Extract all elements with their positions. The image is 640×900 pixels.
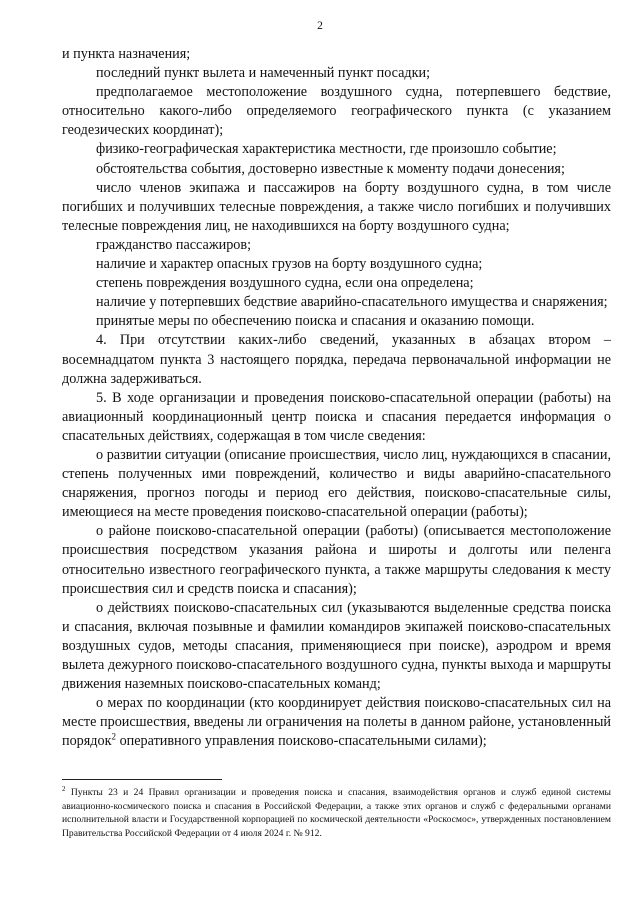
paragraph: о районе поисково-спасательной операции (работы) (описывается местоположение происшествия посредством указания района и широты и долготы или пеленга относительно известного географического пункта, а также маршруты следования к месту происшествия сил и средств поиска и спасания); bbox=[62, 523, 611, 597]
paragraph: число членов экипажа и пассажиров на борту воздушного судна, в том числе погибших и получивших телесные повреждения, а также число погибших и получивших телесные повреждения лиц, не находившихся на борту воздушного судна; bbox=[62, 179, 611, 234]
footnote-reference: 2 bbox=[111, 731, 117, 742]
body-text bbox=[62, 45, 611, 751]
footnote-marker: 2 bbox=[62, 784, 66, 793]
footnote bbox=[62, 786, 611, 840]
paragraph: гражданство пассажиров; bbox=[96, 236, 252, 253]
paragraph-text: о мерах по координации (кто координирует действия поисково-спасательных сил на месте происшествия, введены ли ограничения на полеты в данном районе, установленный порядок bbox=[62, 695, 611, 750]
paragraph: обстоятельства события, достоверно известные к моменту подачи донесения; bbox=[96, 160, 565, 177]
footnote-divider bbox=[62, 779, 222, 780]
paragraph: последний пункт вылета и намеченный пункт посадки; bbox=[96, 65, 431, 82]
page-number: 2 bbox=[317, 20, 323, 32]
paragraph: предполагаемое местоположение воздушного судна, потерпевшего бедствие, относительно какого-либо определяемого географического пункта (с указанием геодезических координат); bbox=[62, 84, 611, 139]
paragraph-text: оперативного управления поисково-спасательными силами); bbox=[116, 733, 487, 750]
paragraph: наличие и характер опасных грузов на борту воздушного судна; bbox=[96, 256, 483, 273]
paragraph: и пункта назначения; bbox=[62, 46, 191, 62]
paragraph-coordination bbox=[62, 694, 611, 751]
paragraph: о развитии ситуации (описание происшествия, число лиц, нуждающихся в спасании, степень полученных ими повреждений, количество и виды аварийно-спасательного снаряжения, прогноз погоды и период его действия, поисково-спасательные силы, имеющиеся на месте проведения поисково-спасательной операции (работы); bbox=[62, 446, 611, 521]
paragraph: 5. В ходе организации и проведения поисково-спасательной операции (работы) на авиационный координационный центр поиска и спасания передается информация о спасательных действиях, содержащая в том числе сведения: bbox=[62, 389, 611, 444]
paragraph: принятые меры по обеспечению поиска и спасания и оказанию помощи. bbox=[96, 313, 535, 330]
paragraph: физико-географическая характеристика местности, где произошло событие; bbox=[96, 141, 557, 158]
paragraph: о действиях поисково-спасательных сил (указываются выделенные средства поиска и спасания, включая позывные и фамилии командиров экипажей поисково-спасательных воздушных судов, методы спасания, применяющиеся при поиске), аэродром и время вылета дежурного поисково-спасательного воздушного судна, пункты выхода и маршруты движения наземных поисково-спасательных команд; bbox=[62, 599, 611, 693]
paragraph: наличие у потерпевших бедствие аварийно-спасательного имущества и снаряжения; bbox=[96, 294, 608, 311]
paragraph: 4. При отсутствии каких-либо сведений, указанных в абзацах втором – восемнадцатом пункта 3 настоящего порядка, передача первоначальной информации не должна задерживаться. bbox=[62, 332, 611, 387]
paragraph: степень повреждения воздушного судна, если она определена; bbox=[96, 275, 474, 292]
footnote-text: Пункты 23 и 24 Правил организации и проведения поиска и спасания, взаимодействия органов и служб единой системы авиационно-космического поиска и спасания в Российской Федерации, а также этих органов и служб с федеральными органами исполнительной власти и Государственной корпорацией по космической деятельности «Роскосмос», утвержденных постановлением Правительства Российской Федерации от 4 июля 2024 г. № 912. bbox=[62, 787, 611, 839]
